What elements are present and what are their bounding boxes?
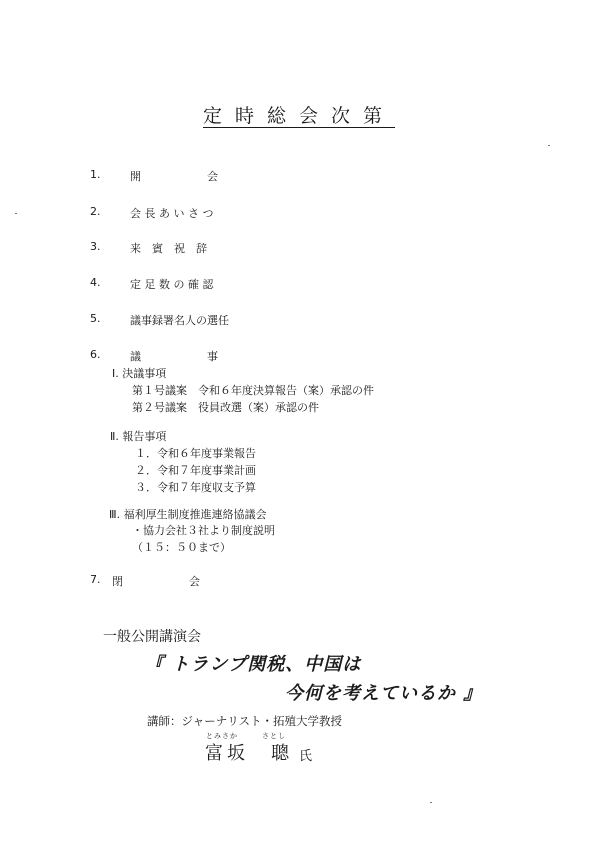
agenda-number: 1. bbox=[90, 168, 101, 181]
report-item: ３．令和７年度収支予算 bbox=[135, 481, 256, 494]
report-item: １．令和６年度事業報告 bbox=[135, 447, 256, 460]
agenda-number: 5. bbox=[90, 312, 101, 325]
agenda-item-quorum bbox=[90, 276, 390, 292]
lecture-heading: 一般公開講演会 bbox=[103, 629, 201, 645]
agenda-item-greeting bbox=[90, 205, 390, 221]
agenda-item-closing bbox=[90, 573, 390, 589]
lecture-title-line1: 『 トランプ関税、中国は bbox=[145, 654, 362, 675]
agenda-item-opening bbox=[90, 168, 390, 184]
furigana-given-name: さとし bbox=[262, 732, 286, 740]
report-item: ２．令和７年度事業計画 bbox=[135, 464, 256, 477]
speaker-name: 富坂 聰 bbox=[205, 743, 293, 764]
welfare-time-note: （１５：５０まで） bbox=[132, 541, 231, 554]
agenda-item-signers bbox=[90, 312, 390, 328]
scan-speck bbox=[430, 802, 432, 803]
resolution-item: 第１号議案 令和６年度決算報告（案）承認の件 bbox=[132, 384, 374, 397]
agenda-label: 定 足 数 の 確 認 bbox=[130, 278, 214, 291]
agenda-label: 議 事 bbox=[130, 350, 218, 363]
resolution-item: 第２号議案 役員改選（案）承認の件 bbox=[132, 401, 319, 414]
agenda-number: 4. bbox=[90, 276, 101, 289]
section-reports-heading: Ⅱ. 報告事項 bbox=[110, 430, 167, 443]
agenda-item-guest-address bbox=[90, 240, 390, 256]
speaker-honorific: 氏 bbox=[299, 749, 313, 764]
agenda-item-deliberation bbox=[90, 348, 390, 364]
agenda-number: 2. bbox=[90, 205, 101, 218]
scan-speck bbox=[548, 145, 550, 146]
agenda-number: 3. bbox=[90, 240, 101, 253]
speaker-role: 講師：ジャーナリスト・拓殖大学教授 bbox=[147, 714, 343, 728]
agenda-number: 6. bbox=[90, 348, 101, 361]
agenda-label: 閉 会 bbox=[112, 575, 200, 588]
furigana-family-name: とみさか bbox=[206, 732, 238, 740]
welfare-item: ・協力会社３社より制度説明 bbox=[132, 524, 275, 537]
scan-speck bbox=[15, 213, 17, 214]
agenda-label: 会 長 あ い さ つ bbox=[130, 207, 214, 220]
page-title: 定時総会次第 bbox=[203, 105, 396, 127]
agenda-label: 開 会 bbox=[130, 170, 218, 183]
section-welfare-heading: Ⅲ. 福利厚生制度推進連絡協議会 bbox=[109, 508, 267, 521]
agenda-number: 7. bbox=[90, 573, 101, 586]
agenda-label: 議事録署名人の選任 bbox=[130, 314, 229, 327]
lecture-title-line2: 今何を考えているか 』 bbox=[285, 683, 483, 704]
agenda-label: 来 賓 祝 辞 bbox=[130, 242, 207, 255]
section-resolutions-heading: Ⅰ. 決議事項 bbox=[112, 367, 167, 380]
